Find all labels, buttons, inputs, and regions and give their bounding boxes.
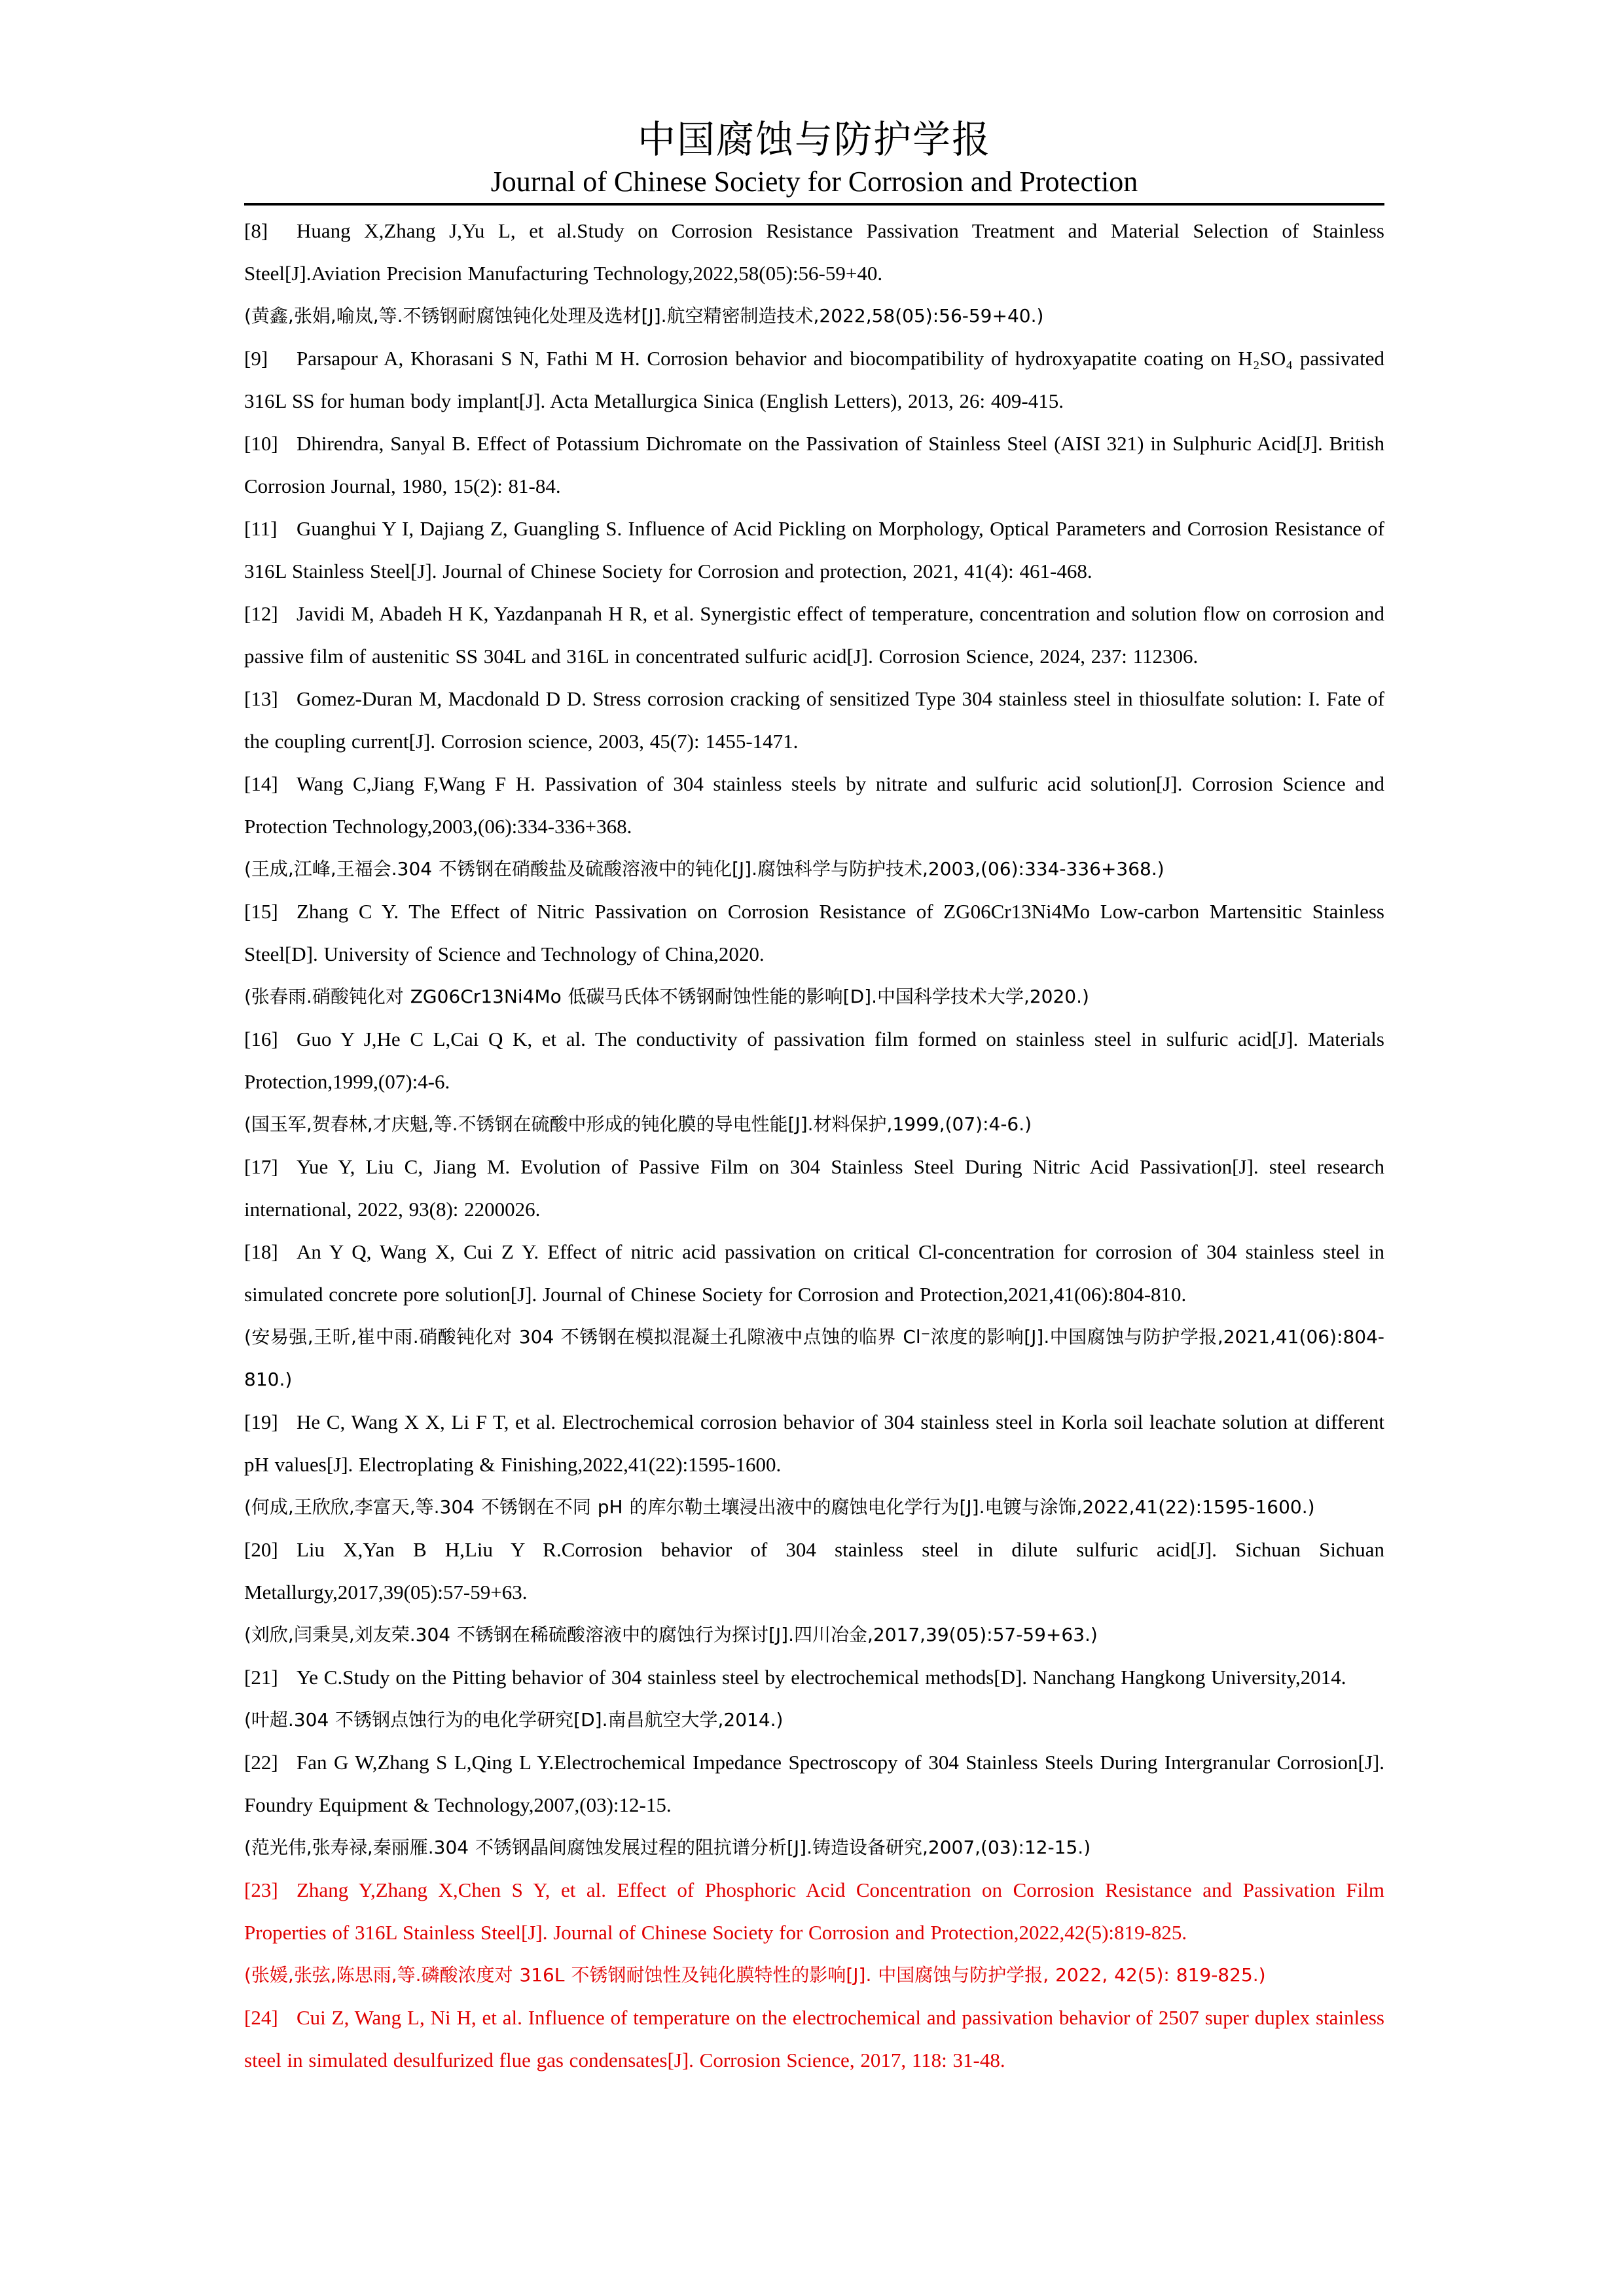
reference-number: [24] bbox=[244, 2006, 278, 2029]
reference-english bbox=[244, 1401, 1384, 1486]
reference-item bbox=[244, 1145, 1384, 1230]
reference-english bbox=[244, 1741, 1384, 1826]
reference-number: [10] bbox=[244, 432, 278, 455]
reference-item bbox=[244, 209, 1384, 337]
reference-chinese: (国玉军,贺春林,才庆魁,等.不锈钢在硫酸中形成的钝化膜的导电性能[J].材料保护,1999,(07):4-6.) bbox=[244, 1113, 1032, 1135]
reference-item bbox=[244, 677, 1384, 762]
reference-text: Zhang Y,Zhang X,Chen S Y, et al. Effect of Phosphoric Acid Concentration on Corrosion Resistance and Passivation Film Properties of 316L Stainless Steel[J]. Journal of Chinese Society for Corrosion and Protection,2022,42(5):819-825. bbox=[244, 1878, 1384, 1944]
header-rule bbox=[244, 203, 1384, 206]
reference-text: Javidi M, Abadeh H K, Yazdanpanah H R, et al. Synergistic effect of temperature, concentration and solution flow on corrosion and passive film of austenitic SS 304L and 316L in concentrated sulfuric acid[J]. Corrosion Science, 2024, 237: 112306. bbox=[244, 602, 1384, 668]
reference-item bbox=[244, 1656, 1384, 1741]
reference-item bbox=[244, 337, 1384, 422]
reference-text: Yue Y, Liu C, Jiang M. Evolution of Passive Film on 304 Stainless Steel During Nitric Acid Passivation[J]. steel research international, 2022, 93(8): 2200026. bbox=[244, 1155, 1384, 1221]
reference-english bbox=[244, 1018, 1384, 1103]
reference-english bbox=[244, 1145, 1384, 1230]
reference-number: [13] bbox=[244, 687, 278, 710]
reference-chinese: (何成,王欣欣,李富天,等.304 不锈钢在不同 pH 的库尔勒土壤浸出液中的腐蚀电化学行为[J].电镀与涂饰,2022,41(22):1595-1600.) bbox=[244, 1496, 1315, 1518]
reference-english bbox=[244, 762, 1384, 848]
reference-english bbox=[244, 1656, 1384, 1698]
reference-chinese: (刘欣,闫秉昊,刘友荣.304 不锈钢在稀硫酸溶液中的腐蚀行为探讨[J].四川冶金,2017,39(05):57-59+63.) bbox=[244, 1624, 1098, 1645]
reference-chinese: (张媛,张弦,陈思雨,等.磷酸浓度对 316L 不锈钢耐蚀性及钝化膜特性的影响[J]. 中国腐蚀与防护学报, 2022, 42(5): 819-825.) bbox=[244, 1964, 1266, 1986]
reference-number: [9] bbox=[244, 347, 268, 370]
reference-number: [19] bbox=[244, 1410, 278, 1433]
reference-text: Cui Z, Wang L, Ni H, et al. Influence of temperature on the electrochemical and passivation behavior of 2507 super duplex stainless steel in simulated desulfurized flue gas condensates[J]. Corrosion Science, 2017, 118: 31-48. bbox=[244, 2006, 1384, 2072]
reference-item bbox=[244, 1528, 1384, 1656]
reference-chinese: (黄鑫,张娟,喻岚,等.不锈钢耐腐蚀钝化处理及选材[J].航空精密制造技术,2022,58(05):56-59+40.) bbox=[244, 305, 1044, 327]
reference-item bbox=[244, 1230, 1384, 1401]
reference-number: [12] bbox=[244, 602, 278, 625]
reference-english bbox=[244, 1869, 1384, 1954]
reference-item bbox=[244, 890, 1384, 1018]
reference-text: Huang X,Zhang J,Yu L, et al.Study on Corrosion Resistance Passivation Treatment and Material Selection of Stainless Steel[J].Aviation Precision Manufacturing Technology,2022,58(05):56-59+40. bbox=[244, 219, 1384, 285]
reference-text: Guanghui Y I, Dajiang Z, Guangling S. Influence of Acid Pickling on Morphology, Optical Parameters and Corrosion Resistance of 316L Stainless Steel[J]. Journal of Chinese Society for Corrosion and protection, 2021, 41(4): 461-468. bbox=[244, 517, 1384, 583]
reference-number: [14] bbox=[244, 772, 278, 795]
reference-number: [11] bbox=[244, 517, 278, 540]
reference-item bbox=[244, 422, 1384, 507]
reference-chinese: (范光伟,张寿禄,秦丽雁.304 不锈钢晶间腐蚀发展过程的阻抗谱分析[J].铸造设备研究,2007,(03):12-15.) bbox=[244, 1837, 1091, 1858]
reference-english bbox=[244, 592, 1384, 677]
reference-chinese: (张春雨.硝酸钝化对 ZG06Cr13Ni4Mo 低碳马氏体不锈钢耐蚀性能的影响[D].中国科学技术大学,2020.) bbox=[244, 986, 1089, 1007]
reference-item bbox=[244, 1018, 1384, 1145]
reference-number: [18] bbox=[244, 1240, 278, 1263]
reference-text: He C, Wang X X, Li F T, et al. Electrochemical corrosion behavior of 304 stainless steel in Korla soil leachate solution at different pH values[J]. Electroplating & Finishing,2022,41(22):1595-1600. bbox=[244, 1410, 1384, 1476]
reference-item bbox=[244, 762, 1384, 890]
reference-english bbox=[244, 337, 1384, 422]
journal-header bbox=[244, 117, 1384, 200]
reference-english bbox=[244, 1996, 1384, 2081]
reference-text: An Y Q, Wang X, Cui Z Y. Effect of nitric acid passivation on critical Cl-concentration for corrosion of 304 stainless steel in simulated concrete pore solution[J]. Journal of Chinese Society for Corrosion and Protection,2021,41(06):804-810. bbox=[244, 1240, 1384, 1306]
reference-text: Gomez-Duran M, Macdonald D D. Stress corrosion cracking of sensitized Type 304 stainless steel in thiosulfate solution: I. Fate of the coupling current[J]. Corrosion science, 2003, 45(7): 1455-1471. bbox=[244, 687, 1384, 753]
reference-text: Parsapour A, Khorasani S N, Fathi M H. Corrosion behavior and biocompatibility of hydroxyapatite coating on H₂SO₄ passivated 316L SS for human body implant[J]. Acta Metallurgica Sinica (English Letters), 2013, 26: 409-415. bbox=[244, 347, 1384, 412]
reference-english bbox=[244, 507, 1384, 592]
reference-number: [22] bbox=[244, 1751, 278, 1774]
reference-item bbox=[244, 507, 1384, 592]
reference-number: [23] bbox=[244, 1878, 278, 1901]
reference-text: Wang C,Jiang F,Wang F H. Passivation of 304 stainless steels by nitrate and sulfuric acid solution[J]. Corrosion Science and Protection Technology,2003,(06):334-336+368. bbox=[244, 772, 1384, 838]
reference-english bbox=[244, 1528, 1384, 1613]
reference-item bbox=[244, 1996, 1384, 2081]
reference-list bbox=[244, 209, 1384, 2081]
reference-item bbox=[244, 1869, 1384, 1996]
reference-number: [17] bbox=[244, 1155, 278, 1178]
reference-text: Guo Y J,He C L,Cai Q K, et al. The conductivity of passivation film formed on stainless steel in sulfuric acid[J]. Materials Protection,1999,(07):4-6. bbox=[244, 1028, 1384, 1093]
reference-english bbox=[244, 677, 1384, 762]
reference-chinese: (安易强,王昕,崔中雨.硝酸钝化对 304 不锈钢在模拟混凝土孔隙液中点蚀的临界 Cl⁻浓度的影响[J].中国腐蚀与防护学报,2021,41(06):804-810.) bbox=[244, 1326, 1384, 1390]
reference-item bbox=[244, 592, 1384, 677]
reference-item bbox=[244, 1741, 1384, 1869]
reference-number: [16] bbox=[244, 1028, 278, 1050]
reference-number: [15] bbox=[244, 900, 278, 923]
reference-text: Zhang C Y. The Effect of Nitric Passivation on Corrosion Resistance of ZG06Cr13Ni4Mo Low-carbon Martensitic Stainless Steel[D]. University of Science and Technology of China,2020. bbox=[244, 900, 1384, 965]
reference-text: Dhirendra, Sanyal B. Effect of Potassium Dichromate on the Passivation of Stainless Steel (AISI 321) in Sulphuric Acid[J]. British Corrosion Journal, 1980, 15(2): 81-84. bbox=[244, 432, 1384, 497]
reference-english bbox=[244, 890, 1384, 975]
reference-item bbox=[244, 1401, 1384, 1528]
reference-text: Liu X,Yan B H,Liu Y R.Corrosion behavior of 304 stainless steel in dilute sulfuric acid[J]. Sichuan Sichuan Metallurgy,2017,39(05):57-59+63. bbox=[244, 1538, 1384, 1604]
reference-english bbox=[244, 422, 1384, 507]
reference-text: Ye C.Study on the Pitting behavior of 304 stainless steel by electrochemical methods[D]. Nanchang Hangkong University,2014. bbox=[297, 1666, 1346, 1689]
reference-english bbox=[244, 1230, 1384, 1316]
reference-number: [21] bbox=[244, 1666, 278, 1689]
reference-chinese: (王成,江峰,王福会.304 不锈钢在硝酸盐及硫酸溶液中的钝化[J].腐蚀科学与防护技术,2003,(06):334-336+368.) bbox=[244, 858, 1164, 880]
reference-number: [8] bbox=[244, 219, 268, 242]
reference-english bbox=[244, 209, 1384, 295]
reference-number: [20] bbox=[244, 1538, 278, 1561]
journal-title-en: Journal of Chinese Society for Corrosion and Protection bbox=[490, 166, 1138, 198]
reference-text: Fan G W,Zhang S L,Qing L Y.Electrochemical Impedance Spectroscopy of 304 Stainless Steels During Intergranular Corrosion[J]. Foundry Equipment & Technology,2007,(03):12-15. bbox=[244, 1751, 1384, 1816]
reference-chinese: (叶超.304 不锈钢点蚀行为的电化学研究[D].南昌航空大学,2014.) bbox=[244, 1709, 784, 1731]
journal-title-cn: 中国腐蚀与防护学报 bbox=[637, 117, 991, 162]
